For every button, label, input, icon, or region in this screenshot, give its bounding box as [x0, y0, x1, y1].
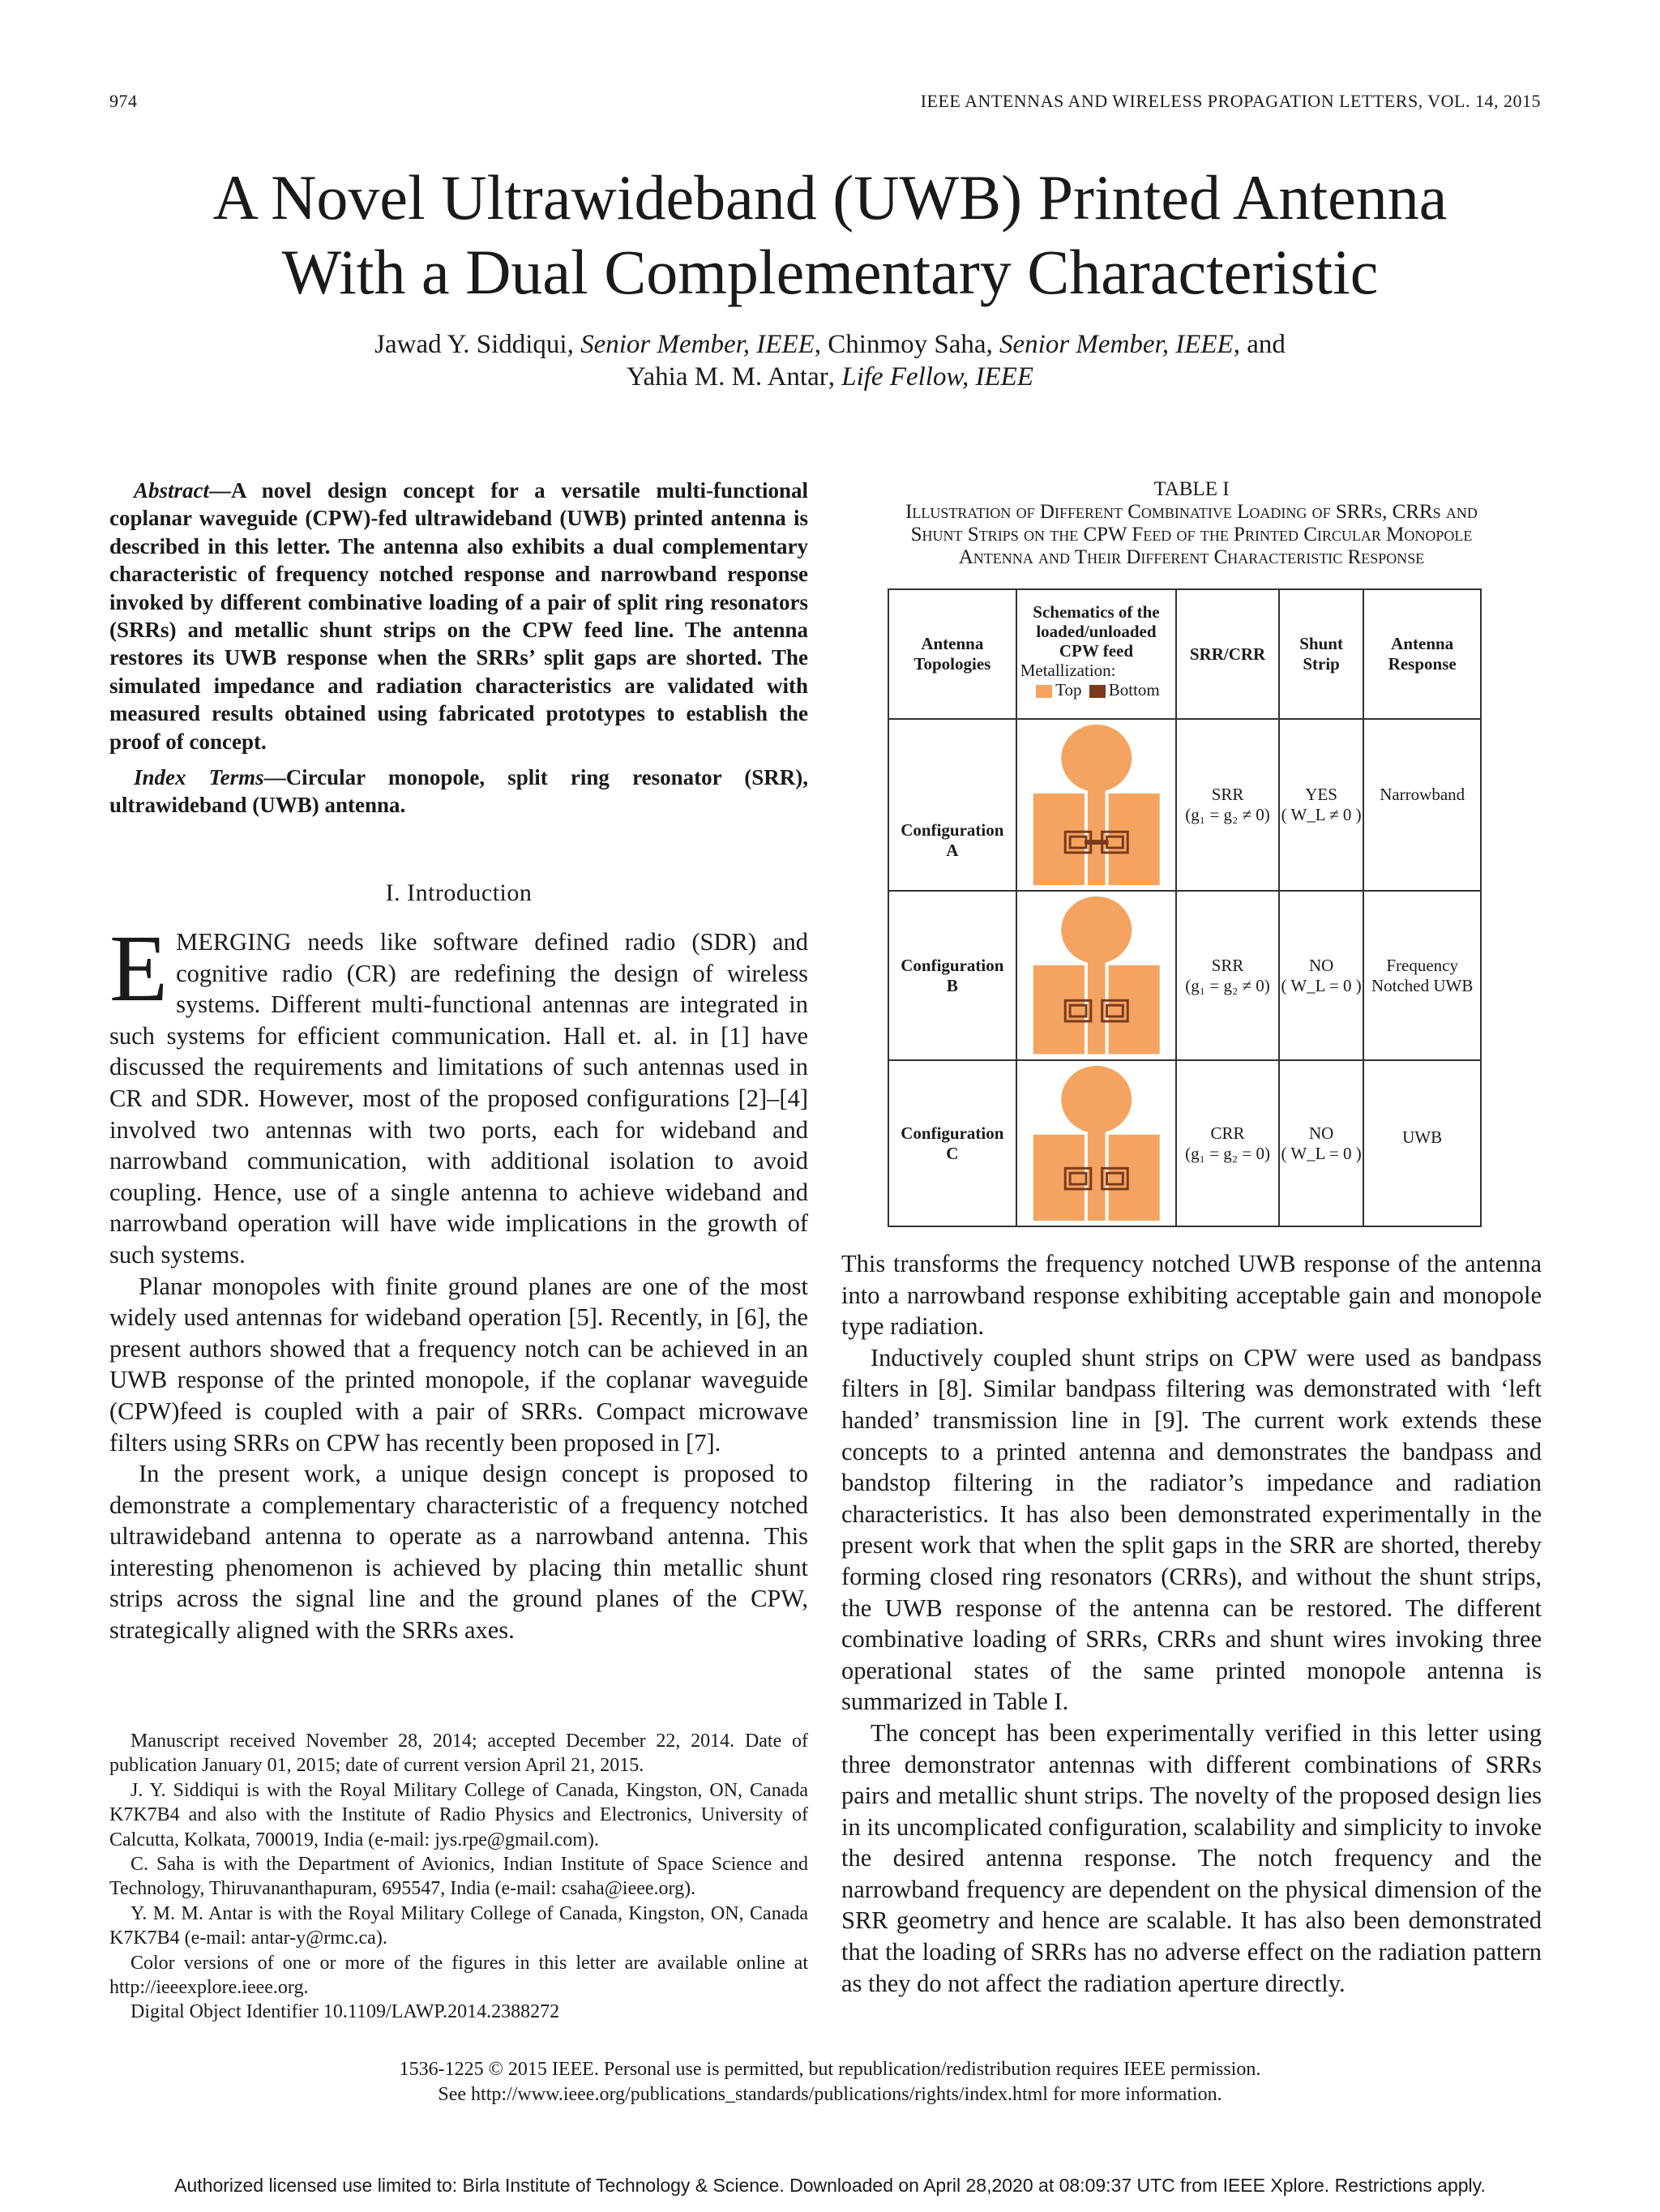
author-3-name: Yahia M. M. Antar [626, 362, 828, 391]
right-column [841, 1248, 1542, 1999]
legend-bottom: Bottom [1108, 680, 1160, 700]
table-row [888, 1060, 1481, 1226]
config-a-shunt: YES ( W_L ≠ 0 ) [1279, 719, 1363, 891]
copyright-notice [0, 2057, 1660, 2107]
table-label: TABLE I [1153, 478, 1230, 500]
header-antenna-response: Antenna Response [1363, 589, 1481, 719]
right-paragraph-3: The concept has been experimentally verified in this letter using three demonstrator antennas with different combinations of SRRs pairs and metallic shunt strips. The novelty of the proposed design lies in its uncomplicated configuration, scalability and simplicity to invoke the desired antenna response. The notch frequency and the narrowband frequency are dependent on the physical dimension of the SRR geometry and hence are scalable. It has also been demonstrated that the loading of SRRs has no adverse effect on the radiation pattern as they do not affect the radiation aperture directly. [841, 1718, 1542, 1997]
config-a-label: Configuration A [888, 719, 1016, 891]
section-heading: I. Introduction [385, 879, 533, 906]
copyright-line-2: See http://www.ieee.org/publications_standards/publications/rights/index.html for more information. [438, 2084, 1222, 2105]
table-header-row [888, 589, 1481, 719]
index-terms-lead: Index Terms [134, 765, 264, 789]
title-line-1: A Novel Ultrawideband (UWB) Printed Antenna [212, 162, 1448, 233]
intro-column [109, 915, 808, 1646]
header-srr-crr: SRR/CRR [1176, 589, 1279, 719]
journal-header: IEEE ANTENNAS AND WIRELESS PROPAGATION LETTERS, VOL. 14, 2015 [920, 91, 1541, 111]
header-shunt-strip: Shunt Strip [1279, 589, 1363, 719]
page-number: 974 [109, 91, 138, 111]
title-line-2: With a Dual Complementary Characteristic [281, 237, 1379, 307]
table-caption [841, 478, 1542, 569]
author-1-name: Jawad Y. Siddiqui [374, 330, 567, 359]
config-b-shunt: NO ( W_L = 0 ) [1279, 891, 1363, 1059]
config-c-response: UWB [1363, 1060, 1481, 1226]
abstract-lead: Abstract [134, 478, 210, 503]
metallization-legend [1017, 680, 1176, 700]
config-a-response: Narrowband [1363, 719, 1481, 891]
intro-paragraph-2: Planar monopoles with finite ground planes are one of the most widely used antennas for wideband operation [5]. Recently, in [6], the present authors showed that a frequency notch can be achieved in an UWB response of the printed monopole, if the coplanar waveguide (CPW)feed is coupled with a pair of SRRs. Compact microwave filters using SRRs on CPW has recently been proposed in [7]. [109, 1272, 808, 1457]
author-1-role: , Senior Member, IEEE [567, 330, 815, 359]
legend-top: Top [1055, 680, 1082, 700]
paper-title [0, 160, 1660, 310]
antenna-schematic-c [1017, 1061, 1176, 1221]
author-2-role: , Senior Member, IEEE [986, 330, 1234, 359]
legend-top-swatch [1036, 685, 1052, 698]
config-b-srr: SRR (g₁ = g₂ ≠ 0) [1176, 891, 1279, 1059]
antenna-schematic-b [1017, 892, 1176, 1054]
author-3-role: , Life Fellow, IEEE [828, 362, 1033, 391]
index-terms [109, 764, 808, 819]
footnote-siddiqui: J. Y. Siddiqui is with the Royal Military College of Canada, Kingston, ON, Canada K7K7B4 and also with the Institute of Radio Physics and Electronics, University of Calcutta, Kolkata, 700019, India (e-mail: jys.rpe@gmail.com). [109, 1779, 808, 1850]
table-row [888, 891, 1481, 1059]
table-caption-line-2: Shunt Strips on the CPW Feed of the Printed Circular Monopole [910, 524, 1473, 546]
config-b-response: Frequency Notched UWB [1363, 891, 1481, 1059]
config-b-label: Configuration B [888, 891, 1016, 1059]
right-paragraph-2: Inductively coupled shunt strips on CPW were used as bandpass filters in [8]. Similar bandpass filtering was demonstrated with ‘left handed’ transmission line in [9]. The current work extends these concepts to a printed antenna and demonstrates the bandpass and bandstop filtering in the radiator’s impedance and radiation characteristics. It has also been demonstrated experimentally in the present work that when the split gaps in the SRR are shorted, thereby forming closed ring resonators (CRRs), and without the shunt strips, the UWB response of the antenna can be restored. The different combinative loading of SRRs, CRRs and shunt wires invoking three operational states of the same printed monopole antenna is summarized in Table I. [841, 1343, 1542, 1716]
table-caption-line-3: Antenna and Their Different Characteristic Response [958, 546, 1425, 568]
header-schematics-label: Schematics of the loaded/unloaded CPW feed [1033, 602, 1160, 661]
footnote-saha: C. Saha is with the Department of Avionics, Indian Institute of Space Science and Technology, Thiruvananthapuram, 695547, India (e-mail: csaha@ieee.org). [109, 1854, 808, 1900]
table-1 [888, 588, 1482, 1227]
author-and: , and [1233, 330, 1286, 359]
footnote-color: Color versions of one or more of the figures in this letter are available online at http://ieeexplore.ieee.org. [109, 1952, 808, 1999]
schematic-config-a [1016, 719, 1177, 891]
metallization-label: Metallization: [1020, 661, 1116, 680]
copyright-line-1: 1536-1225 © 2015 IEEE. Personal use is permitted, but republication/redistribution requires IEEE permission. [399, 2059, 1261, 2080]
table-row [888, 719, 1481, 891]
author-2-name: , Chinmoy Saha [814, 330, 986, 359]
config-c-label: Configuration C [888, 1060, 1016, 1226]
license-notice: Authorized licensed use limited to: Birla Institute of Technology & Science. Downloaded on April 28,2020 at 08:09:37 UTC from IEEE Xplore. Restrictions apply. [174, 2175, 1486, 2196]
footnote-doi: Digital Object Identifier 10.1109/LAWP.2014.2388272 [130, 2001, 560, 2023]
config-c-shunt: NO ( W_L = 0 ) [1279, 1060, 1363, 1226]
schematic-config-b [1016, 891, 1177, 1059]
antenna-schematic-a [1017, 720, 1176, 885]
schematic-config-c [1016, 1060, 1177, 1226]
index-terms-text: —Circular monopole, split ring resonator (SRR), ultrawideband (UWB) antenna. [109, 765, 808, 818]
dropcap: E [109, 915, 169, 1021]
right-paragraph-1: This transforms the frequency notched UWB response of the antenna into a narrowband response exhibiting acceptable gain and monopole type radiation. [841, 1250, 1542, 1341]
table-caption-line-1: Illustration of Different Combinative Loading of SRRs, CRRs and [905, 501, 1478, 523]
intro-paragraph-3: In the present work, a unique design concept is proposed to demonstrate a complementary characteristic of a frequency notched ultrawideband antenna to operate as a narrowband antenna. This interesting phenomenon is achieved by placing thin metallic shunt strips across the signal line and the ground planes of the CPW, strategically aligned with the SRRs axes. [109, 1460, 808, 1645]
footnote-received: Manuscript received November 28, 2014; accepted December 22, 2014. Date of publication January 01, 2015; date of current version April 21, 2015. [109, 1731, 808, 1777]
author-list [0, 328, 1660, 393]
config-c-crr: CRR (g₁ = g₂ = 0) [1176, 1060, 1279, 1226]
header-topologies: Antenna Topologies [888, 589, 1016, 719]
intro-paragraph-1: EMERGING needs like software defined radio (SDR) and cognitive radio (CR) are redefining the design of wireless systems. Different multi-functional antennas are integrated in such systems for efficient communication. Hall et. al. in [1] have discussed the requirements and limitations of such antennas used in CR and SDR. However, most of the proposed configurations [2]–[4] involved two antennas with two ports, each for wideband and narrowband communication, with additional isolation to avoid coupling. Hence, use of a single antenna to achieve wideband and narrowband operation will have wide implications in the growth of such systems. [109, 915, 808, 1269]
abstract-text: —A novel design concept for a versatile multi-functional coplanar waveguide (CPW)-fed ultrawideband (UWB) printed antenna is described in this letter. The antenna also exhibits a dual complementary characteristic of frequency notched response and narrowband response invoked by different combinative loading of a pair of split ring resonators (SRRs) and metallic shunt strips on the CPW feed line. The antenna restores its UWB response when the SRRs’ split gaps are shorted. The simulated impedance and radiation characteristics are validated with measured results obtained using fabricated prototypes to establish the proof of concept. [109, 478, 808, 754]
header-schematics [1016, 589, 1177, 719]
footnote-antar: Y. M. M. Antar is with the Royal Military College of Canada, Kingston, ON, Canada K7K7B4 (e-mail: antar-y@rmc.ca). [109, 1902, 808, 1949]
legend-bottom-swatch [1089, 685, 1106, 698]
config-a-srr: SRR (g₁ = g₂ ≠ 0) [1176, 719, 1279, 891]
abstract [109, 477, 808, 755]
footnotes [109, 1729, 808, 2025]
